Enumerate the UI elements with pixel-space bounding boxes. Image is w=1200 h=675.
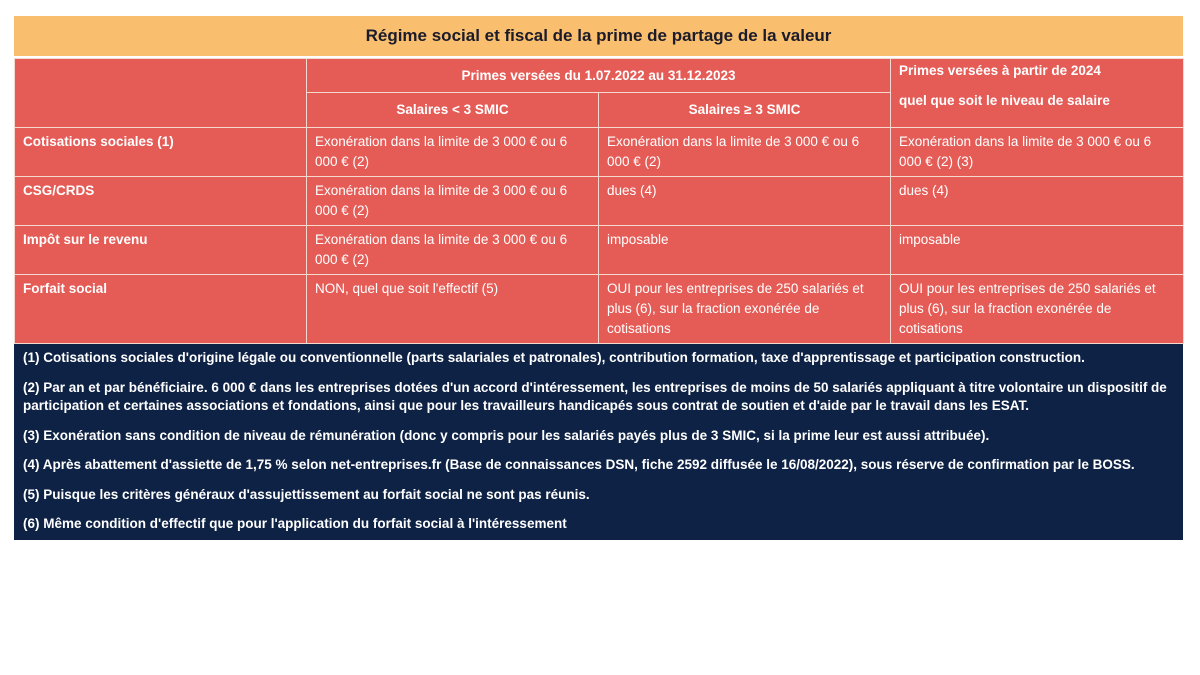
cell-csg-col1: Exonération dans la limite de 3 000 € ou 6 000 € (2) bbox=[307, 177, 599, 226]
header-period-2024-line2: quel que soit le niveau de salaire bbox=[899, 93, 1110, 108]
footnote-2: (2) Par an et par bénéficiaire. 6 000 € dans les entreprises dotées d'un accord d'intéressement, les entreprises de moins de 50 salariés appliquant à titre volontaire un dispositif de participation et certaines associations et fondations, ainsi que pour les travailleurs handicapés sous contrat de soutien et d'aide par le travail dans les ESAT. bbox=[23, 379, 1167, 413]
header-period-2022-2023: Primes versées du 1.07.2022 au 31.12.2023 bbox=[307, 59, 891, 93]
footnote-5: (5) Puisque les critères généraux d'assujettissement au forfait social ne sont pas réunis. bbox=[23, 486, 590, 502]
footnotes bbox=[14, 344, 1183, 540]
regime-table bbox=[14, 58, 1184, 344]
header-period-2024 bbox=[891, 59, 1184, 128]
footnote-1: (1) Cotisations sociales d'origine légale ou conventionnelle (parts salariales et patronales), contribution formation, taxe d'apprentissage et participation construction. bbox=[23, 350, 1085, 365]
header-corner-cell bbox=[15, 59, 307, 128]
footnote-6: (6) Même condition d'effectif que pour l'application du forfait social à l'intéressement bbox=[23, 516, 567, 531]
footnote-4: (4) Après abattement d'assiette de 1,75 % selon net-entreprises.fr (Base de connaissances DSN, fiche 2592 diffusée le 16/08/2022), sous réserve de confirmation par le BOSS. bbox=[23, 457, 1135, 472]
cell-forfait-col3: OUI pour les entreprises de 250 salariés et plus (6), sur la fraction exonérée de cotisations bbox=[891, 275, 1184, 344]
row-label-csg-crds: CSG/CRDS bbox=[15, 177, 307, 226]
table-row bbox=[15, 128, 1184, 177]
cell-cotisations-col2: Exonération dans la limite de 3 000 € ou 6 000 € (2) bbox=[599, 128, 891, 177]
cell-cotisations-col3: Exonération dans la limite de 3 000 € ou 6 000 € (2) (3) bbox=[891, 128, 1184, 177]
table-title: Régime social et fiscal de la prime de partage de la valeur bbox=[14, 16, 1183, 56]
header-row-1 bbox=[15, 59, 1184, 93]
cell-cotisations-col1: Exonération dans la limite de 3 000 € ou 6 000 € (2) bbox=[307, 128, 599, 177]
header-period-2024-line1: Primes versées à partir de 2024 bbox=[899, 63, 1101, 78]
cell-forfait-col1: NON, quel que soit l'effectif (5) bbox=[307, 275, 599, 344]
table-row bbox=[15, 226, 1184, 275]
document bbox=[14, 16, 1183, 540]
row-label-cotisations: Cotisations sociales (1) bbox=[15, 128, 307, 177]
cell-forfait-col2: OUI pour les entreprises de 250 salariés et plus (6), sur la fraction exonérée de cotisations bbox=[599, 275, 891, 344]
table-row bbox=[15, 275, 1184, 344]
cell-impot-col1: Exonération dans la limite de 3 000 € ou 6 000 € (2) bbox=[307, 226, 599, 275]
cell-csg-col3: dues (4) bbox=[891, 177, 1184, 226]
row-label-impot: Impôt sur le revenu bbox=[15, 226, 307, 275]
row-label-forfait: Forfait social bbox=[15, 275, 307, 344]
footnote-3: (3) Exonération sans condition de niveau de rémunération (donc y compris pour les salariés payés plus de 3 SMIC, si la prime leur est aussi attribuée). bbox=[23, 427, 990, 443]
cell-impot-col2: imposable bbox=[599, 226, 891, 275]
cell-csg-col2: dues (4) bbox=[599, 177, 891, 226]
header-salaires-inf-3smic: Salaires < 3 SMIC bbox=[307, 93, 599, 128]
cell-impot-col3: imposable bbox=[891, 226, 1184, 275]
header-salaires-sup-3smic: Salaires ≥ 3 SMIC bbox=[599, 93, 891, 128]
table-row bbox=[15, 177, 1184, 226]
